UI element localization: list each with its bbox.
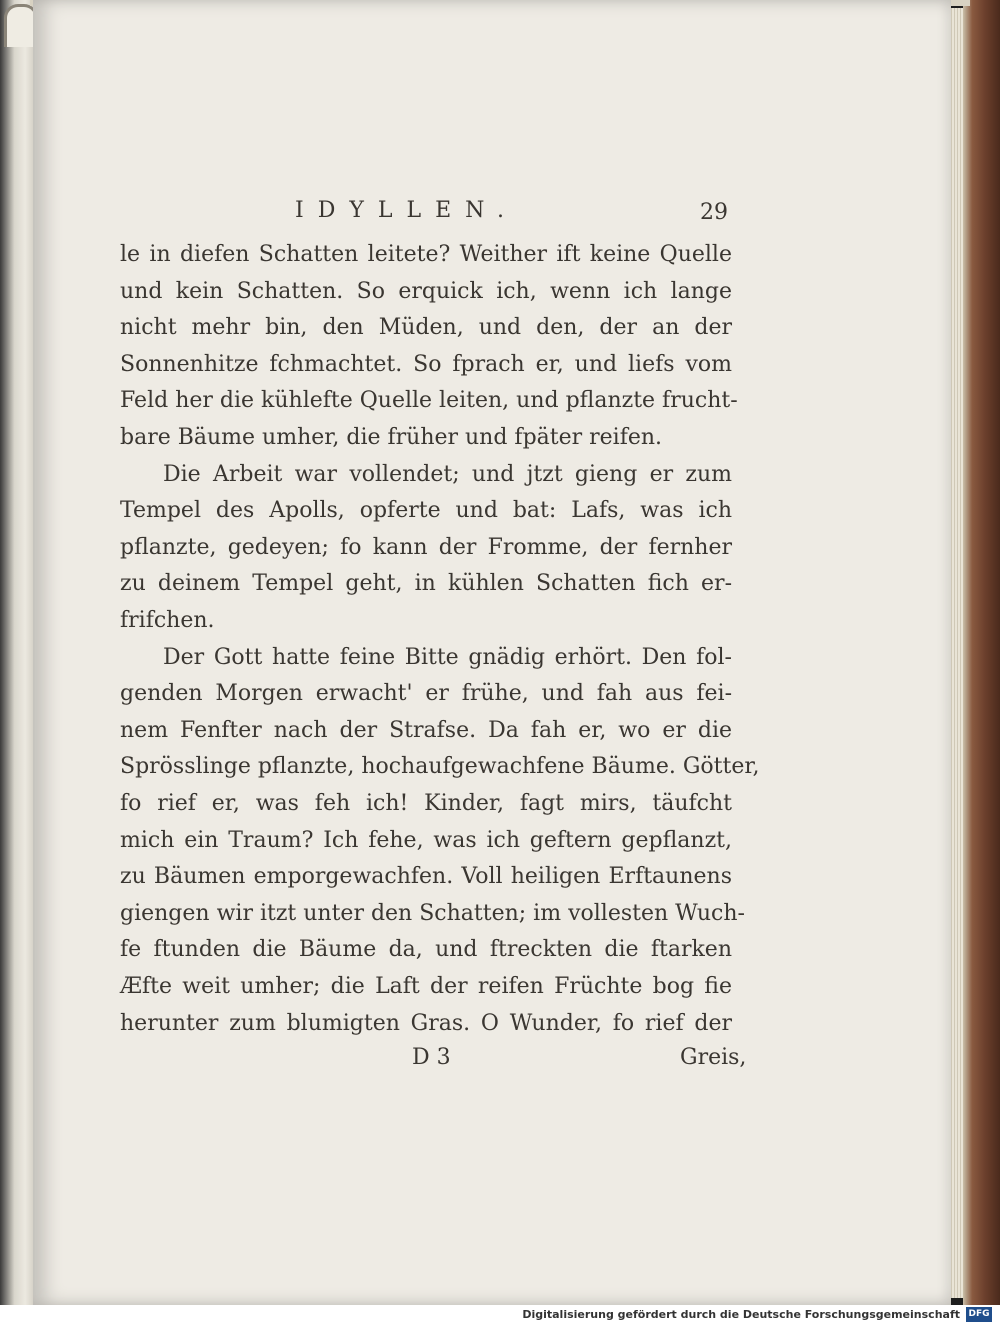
text-line: le in diefen Schatten leitete? Weither ift keine Quelle: [120, 242, 732, 267]
text-line: Die Arbeit war vollendet; und jtzt gieng er zum: [163, 461, 732, 487]
text-line: Sprösslinge pflanzte, hochaufgewachfene Bäume. Götter,: [120, 754, 760, 780]
text-line: fo rief er, was feh ich! Kinder, fagt mirs, täufcht: [120, 791, 732, 816]
right-book-cover: [963, 0, 1000, 1305]
text-line: und kein Schatten. So erquick ich, wenn ich lange: [120, 278, 732, 304]
page-number: 29: [700, 200, 728, 225]
text-line: giengen wir itzt unter den Schatten; im vollesten Wuch-: [120, 900, 745, 926]
text-line: frifchen.: [120, 608, 215, 633]
text-line: zu Bäumen emporgewachfen. Voll heiligen Erftaunens: [120, 864, 732, 890]
dfg-logo-icon: DFG: [966, 1307, 992, 1322]
text-line: mich ein Traum? Ich fehe, was ich geftern gepflanzt,: [120, 827, 732, 853]
digitization-footer: [0, 1305, 1000, 1325]
dfg-credit-text: Digitalisierung gefördert durch die Deutsche Forschungsgemeinschaft: [522, 1308, 960, 1321]
text-line: Æfte weit umher; die Laft der reifen Früchte bog fie: [120, 974, 732, 999]
text-line: Der Gott hatte feine Bitte gnädig erhört. Den fol-: [163, 644, 732, 670]
text-line: bare Bäume umher, die früher und fpäter reifen.: [120, 425, 663, 450]
catchword: Greis,: [680, 1045, 747, 1070]
text-line: zu deinem Tempel geht, in kühlen Schatten fich er-: [120, 571, 732, 597]
text-line: genden Morgen erwacht' er frühe, und fah aus fei-: [120, 681, 732, 707]
running-title: IDYLLEN.: [295, 198, 518, 223]
text-line: Sonnenhitze fchmachtet. So fprach er, und liefs vom: [120, 351, 732, 377]
text-line: herunter zum blumigten Gras. O Wunder, fo rief der: [120, 1010, 732, 1036]
signature-mark: D 3: [412, 1045, 451, 1070]
text-line: Feld her die kühlefte Quelle leiten, und pflanzte frucht-: [120, 388, 738, 414]
left-book-cover: [0, 0, 36, 1305]
text-line: nem Fenfter nach der Strafse. Da fah er, wo er die: [120, 717, 732, 743]
text-line: fe ftunden die Bäume da, und ftreckten die ftarken: [120, 937, 732, 963]
text-line: pflanzte, gedeyen; fo kann der Fromme, der fernher: [120, 534, 732, 560]
text-line: nicht mehr bin, den Müden, und den, der an der: [120, 315, 732, 341]
text-line: Tempel des Apolls, opferte und bat: Lafs, was ich: [120, 498, 732, 524]
